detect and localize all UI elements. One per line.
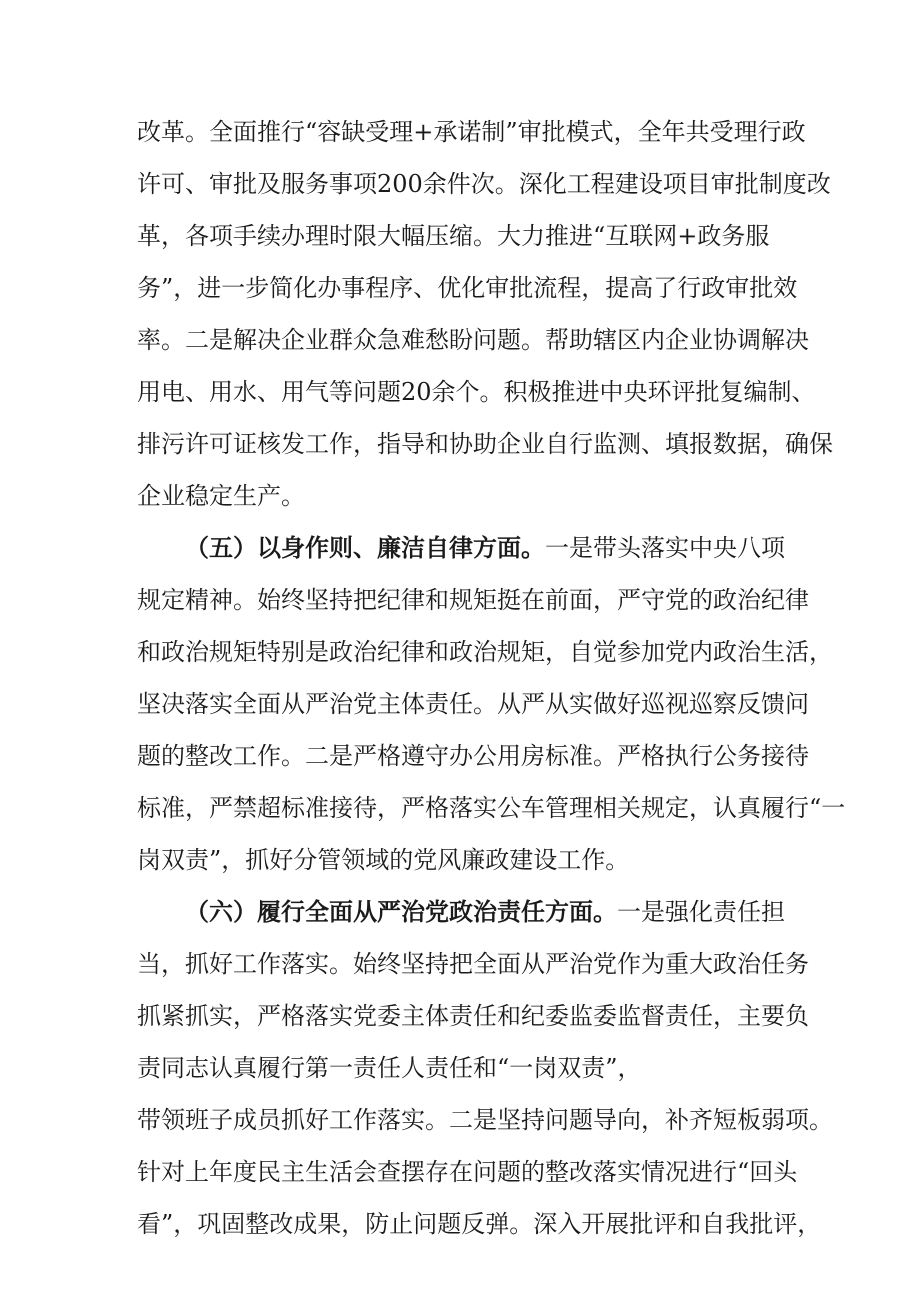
paragraph-line: 革，各项手续办理时限大幅压缩。大力推进“互联网+政务服 — [137, 222, 770, 250]
paragraph-line: 标准，严禁超标准接待，严格落实公车管理相关规定，认真履行“一 — [137, 794, 846, 822]
paragraph-line: 和政治规矩特别是政治纪律和政治规矩，自觉参加党内政治生活， — [137, 638, 833, 666]
section-6-intro: 一是强化责任担 — [617, 898, 785, 926]
paragraph-line: 率。二是解决企业群众急难愁盼问题。帮助辖区内企业协调解决 — [137, 326, 809, 354]
paragraph-line: 规定精神。始终坚持把纪律和规矩挺在前面，严守党的政治纪律 — [137, 586, 809, 614]
paragraph-line: 排污许可证核发工作，指导和协助企业自行监测、填报数据，确保 — [137, 430, 833, 458]
section-6-heading: （六）履行全面从严治党政治责任方面。 — [185, 897, 617, 926]
paragraph-line: 用电、用水、用气等问题20余个。积极推进中央环评批复编制、 — [137, 378, 816, 406]
section-5-first-line — [185, 533, 845, 563]
paragraph-line: 题的整改工作。二是严格遵守办公用房标准。严格执行公务接待 — [137, 742, 809, 770]
paragraph-line: 坚决落实全面从严治党主体责任。从严从实做好巡视巡察反馈问 — [137, 690, 809, 718]
paragraph-line: 企业稳定生产。 — [137, 482, 305, 510]
paragraph-line: 改革。全面推行“容缺受理+承诺制”审批模式，全年共受理行政 — [137, 118, 806, 146]
section-5-intro: 一是带头落实中央八项 — [545, 534, 785, 562]
paragraph-line: 抓紧抓实，严格落实党委主体责任和纪委监委监督责任，主要负 — [137, 1002, 809, 1030]
section-5-heading: （五）以身作则、廉洁自律方面。 — [185, 533, 545, 562]
paragraph-line: 针对上年度民主生活会查摆存在问题的整改落实情况进行“回头 — [137, 1158, 798, 1186]
section-6-first-line — [185, 897, 845, 927]
paragraph-line: 当，抓好工作落实。始终坚持把全面从严治党作为重大政治任务 — [137, 950, 809, 978]
paragraph-line: 看”，巩固整改成果，防止问题反弹。深入开展批评和自我批评， — [137, 1210, 822, 1238]
paragraph-line: 岗双责”，抓好分管领域的党风廉政建设工作。 — [137, 846, 630, 874]
paragraph-line: 带领班子成员抓好工作落实。二是坚持问题导向，补齐短板弱项。 — [137, 1106, 833, 1134]
paragraph-line: 许可、审批及服务事项200余件次。深化工程建设项目审批制度改 — [137, 170, 831, 198]
paragraph-line: 责同志认真履行第一责任人责任和“一岗双责”， — [137, 1054, 642, 1082]
paragraph-line: 务”，进一步简化办事程序、优化审批流程，提高了行政审批效 — [137, 274, 798, 302]
